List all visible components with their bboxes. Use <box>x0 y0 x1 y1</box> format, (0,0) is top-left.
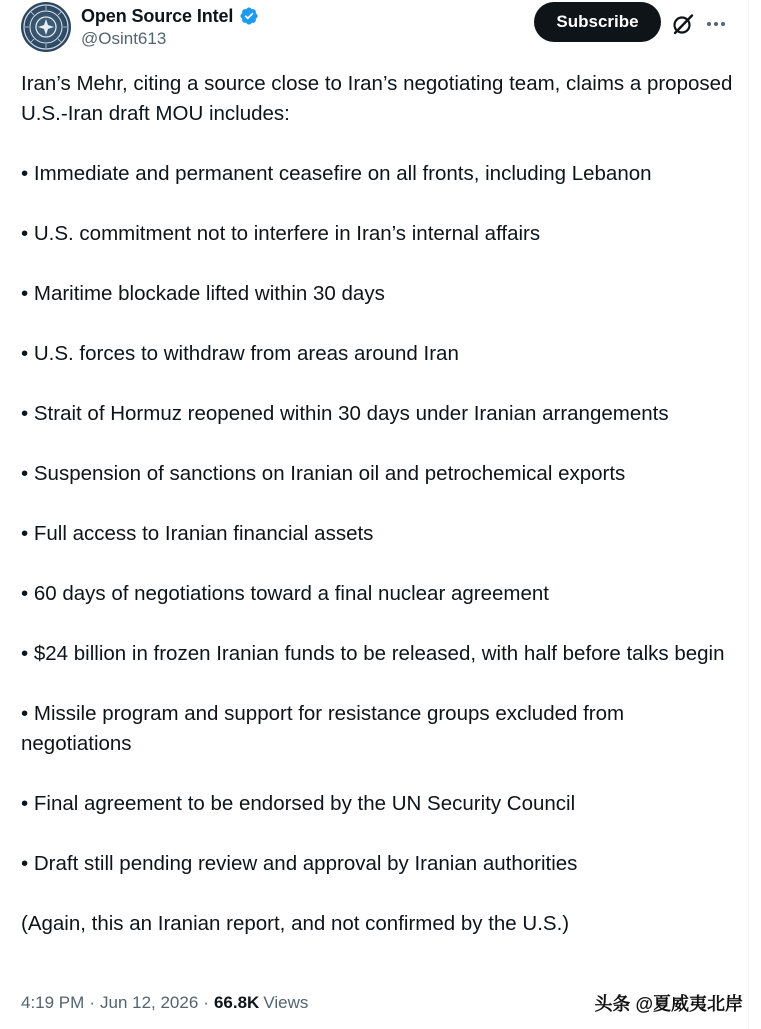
author-name-row[interactable] <box>81 4 259 28</box>
avatar[interactable] <box>21 2 71 52</box>
tweet-bullet: • U.S. commitment not to interfere in Iran’s internal affairs <box>21 222 541 245</box>
views-count[interactable]: 66.8K <box>213 993 260 1012</box>
tweet-bullet: • Immediate and permanent ceasefire on all fronts, including Lebanon <box>21 162 652 185</box>
seal-logo-icon <box>21 2 71 52</box>
meta-separator: · <box>203 993 209 1012</box>
subscribe-button[interactable]: Subscribe <box>534 2 661 42</box>
tweet-paragraph: (Again, this an Iranian report, and not confirmed by the U.S.) <box>21 912 570 935</box>
tweet-meta <box>21 990 308 1016</box>
author-handle[interactable]: @Osint613 <box>81 29 167 48</box>
more-dots-icon[interactable] <box>704 12 728 36</box>
tweet-bullet: • $24 billion in frozen Iranian funds to be released, with half before talks begin <box>21 642 725 665</box>
tweet-date[interactable]: Jun 12, 2026 <box>99 993 199 1012</box>
views-label: Views <box>263 993 309 1012</box>
meta-separator: · <box>89 993 95 1012</box>
tweet-time[interactable]: 4:19 PM <box>21 993 85 1012</box>
tweet-bullet: • 60 days of negotiations toward a final nuclear agreement <box>21 582 549 605</box>
tweet-paragraph: Iran’s Mehr, citing a source close to Iran’s negotiating team, claims a proposed U.S.-Iran draft MOU includes: <box>21 72 733 125</box>
tweet-bullet: • Final agreement to be endorsed by the UN Security Council <box>21 792 576 815</box>
tweet-bullet: • Missile program and support for resistance groups excluded from negotiations <box>21 702 625 755</box>
tweet-body <box>21 69 736 939</box>
tweet-bullet: • Maritime blockade lifted within 30 days <box>21 282 385 305</box>
tweet-bullet: • Suspension of sanctions on Iranian oil and petrochemical exports <box>21 462 626 485</box>
tweet-header <box>0 0 749 60</box>
author-display-name[interactable]: Open Source Intel <box>81 5 234 26</box>
verified-badge-icon <box>239 6 259 26</box>
tweet-bullet: • Full access to Iranian financial assets <box>21 522 374 545</box>
tweet-bullet: • Strait of Hormuz reopened within 30 days under Iranian arrangements <box>21 402 669 425</box>
watermark: 头条 @夏威夷北岸 <box>594 994 743 1014</box>
tweet-bullet: • Draft still pending review and approval by Iranian authorities <box>21 852 578 875</box>
tweet-bullet: • U.S. forces to withdraw from areas around Iran <box>21 342 459 365</box>
grok-icon[interactable] <box>671 12 695 36</box>
